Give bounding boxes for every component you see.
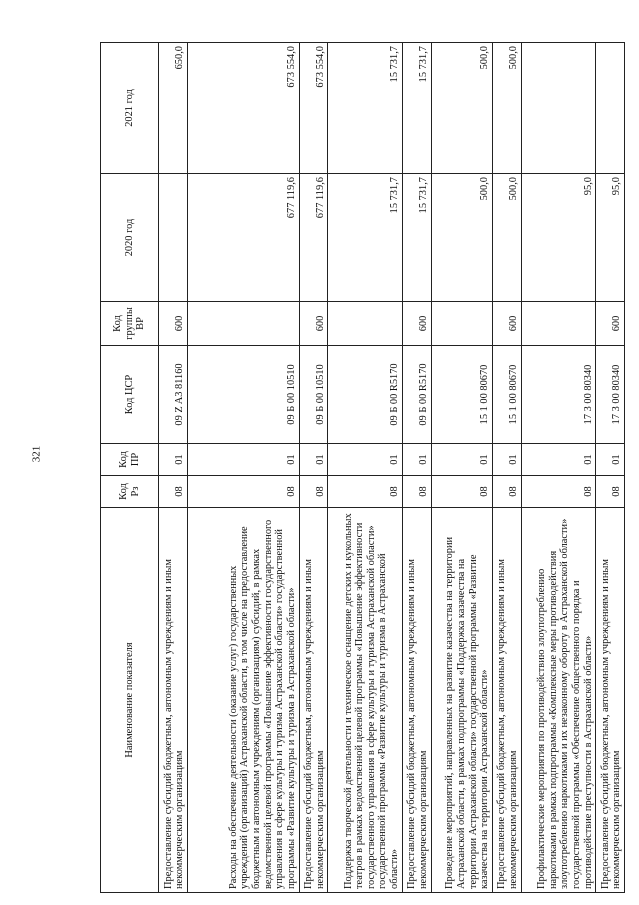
table-row <box>187 43 299 893</box>
cell-2021: 673 554,0 <box>299 43 328 174</box>
cell-pr: 01 <box>159 444 188 476</box>
cell-vr: 600 <box>159 302 188 346</box>
table-row <box>299 43 328 893</box>
cell-csr: 09 Б 00 10510 <box>187 346 299 444</box>
budget-table <box>100 42 625 893</box>
cell-rz: 08 <box>521 476 595 508</box>
cell-csr: 09 Б 00 10510 <box>299 346 328 444</box>
cell-name: Расходы на обеспечение деятельности (оказание услуг) государственных учреждений (организаций) Астраханской области, в том числе на предоставление бюджетным и автономным учреждениям (организациям) субсидий, в рамках ведомственной целевой программы «Повышение эффективности государственного управления в сфере культуры и туризма Астраханской области» государственной программы «Развитие культуры и туризма в Астраханской области» <box>187 508 299 893</box>
cell-vr <box>521 302 595 346</box>
cell-2020: 95,0 <box>596 174 625 302</box>
cell-2020: 500,0 <box>431 174 492 302</box>
cell-name: Предоставление субсидий бюджетным, автономным учреждениям и иным некоммерческим организациям <box>596 508 625 893</box>
cell-rz: 08 <box>431 476 492 508</box>
cell-rz: 08 <box>299 476 328 508</box>
cell-pr: 01 <box>187 444 299 476</box>
cell-name: Профилактические мероприятия по противодействию злоупотреблению наркотиками в рамках подпрограммы «Комплексные меры противодействия злоупотреблению наркотиками и их незаконному обороту в Астраханской области» государственной программы «Обеспечение общественного порядка и противодействие преступности в Астраханской области» <box>521 508 595 893</box>
cell-vr <box>187 302 299 346</box>
cell-csr: 17 3 00 80340 <box>596 346 625 444</box>
cell-2021 <box>521 43 595 174</box>
cell-vr <box>328 302 402 346</box>
cell-name: Поддержка творческой деятельности и техническое оснащение детских и кукольных театров в рамках ведомственной целевой программы «Повышение эффективности государственного управления в сфере культуры и туризма Астраханской области» государственной программы «Развитие культуры и туризма в Астраханской области» <box>328 508 402 893</box>
header-pr: Код ПР <box>101 444 159 476</box>
cell-2021 <box>596 43 625 174</box>
cell-2021: 500,0 <box>492 43 521 174</box>
cell-2020: 677 119,6 <box>299 174 328 302</box>
cell-pr: 01 <box>431 444 492 476</box>
cell-pr: 01 <box>521 444 595 476</box>
cell-name: Предоставление субсидий бюджетным, автономным учреждениям и иным некоммерческим организациям <box>159 508 188 893</box>
cell-2020: 500,0 <box>492 174 521 302</box>
table-row <box>492 43 521 893</box>
table-row <box>328 43 402 893</box>
cell-csr: 09 Б 00 R5170 <box>328 346 402 444</box>
cell-csr: 17 3 00 80340 <box>521 346 595 444</box>
page-number: 321 <box>30 445 43 463</box>
cell-vr <box>431 302 492 346</box>
table-row <box>159 43 188 893</box>
cell-name: Проведение мероприятий, направленных на развитие казачества на территории Астраханской области, в рамках подпрограммы «Поддержка казачества на территории Астраханской области» государственной программы «Развитие казачества на территории Астраханской области» <box>431 508 492 893</box>
cell-rz: 08 <box>492 476 521 508</box>
cell-2020: 15 731,7 <box>328 174 402 302</box>
cell-rz: 08 <box>187 476 299 508</box>
header-vr: Код группы ВР <box>101 302 159 346</box>
header-rz: Код Рз <box>101 476 159 508</box>
table-row <box>431 43 492 893</box>
cell-rz: 08 <box>402 476 431 508</box>
cell-pr: 01 <box>402 444 431 476</box>
cell-csr: 15 1 00 80670 <box>492 346 521 444</box>
rotated-table-container <box>100 43 625 893</box>
cell-2020: 15 731,7 <box>402 174 431 302</box>
table-header-row <box>101 43 159 893</box>
cell-2021: 15 731,7 <box>328 43 402 174</box>
cell-name: Предоставление субсидий бюджетным, автономным учреждениям и иным некоммерческим организациям <box>402 508 431 893</box>
table-row <box>402 43 431 893</box>
header-2020: 2020 год <box>101 174 159 302</box>
cell-name: Предоставление субсидий бюджетным, автономным учреждениям и иным некоммерческим организациям <box>299 508 328 893</box>
cell-2020 <box>159 174 188 302</box>
header-2021: 2021 год <box>101 43 159 174</box>
cell-name: Предоставление субсидий бюджетным, автономным учреждениям и иным некоммерческим организациям <box>492 508 521 893</box>
cell-pr: 01 <box>596 444 625 476</box>
cell-2021: 15 731,7 <box>402 43 431 174</box>
cell-vr: 600 <box>402 302 431 346</box>
cell-2021: 673 554,0 <box>187 43 299 174</box>
cell-vr: 600 <box>596 302 625 346</box>
cell-vr: 600 <box>299 302 328 346</box>
cell-2021: 500,0 <box>431 43 492 174</box>
cell-2020: 677 119,6 <box>187 174 299 302</box>
cell-pr: 01 <box>328 444 402 476</box>
table-row <box>521 43 595 893</box>
cell-csr: 09 Z A3 81160 <box>159 346 188 444</box>
cell-vr: 600 <box>492 302 521 346</box>
cell-csr: 09 Б 00 R5170 <box>402 346 431 444</box>
cell-rz: 08 <box>596 476 625 508</box>
cell-pr: 01 <box>299 444 328 476</box>
cell-csr: 15 1 00 80670 <box>431 346 492 444</box>
cell-2020: 95,0 <box>521 174 595 302</box>
cell-pr: 01 <box>492 444 521 476</box>
header-csr: Код ЦСР <box>101 346 159 444</box>
cell-rz: 08 <box>328 476 402 508</box>
header-name: Наименование показателя <box>101 508 159 893</box>
cell-rz: 08 <box>159 476 188 508</box>
cell-2021: 650,0 <box>159 43 188 174</box>
table-row <box>596 43 625 893</box>
